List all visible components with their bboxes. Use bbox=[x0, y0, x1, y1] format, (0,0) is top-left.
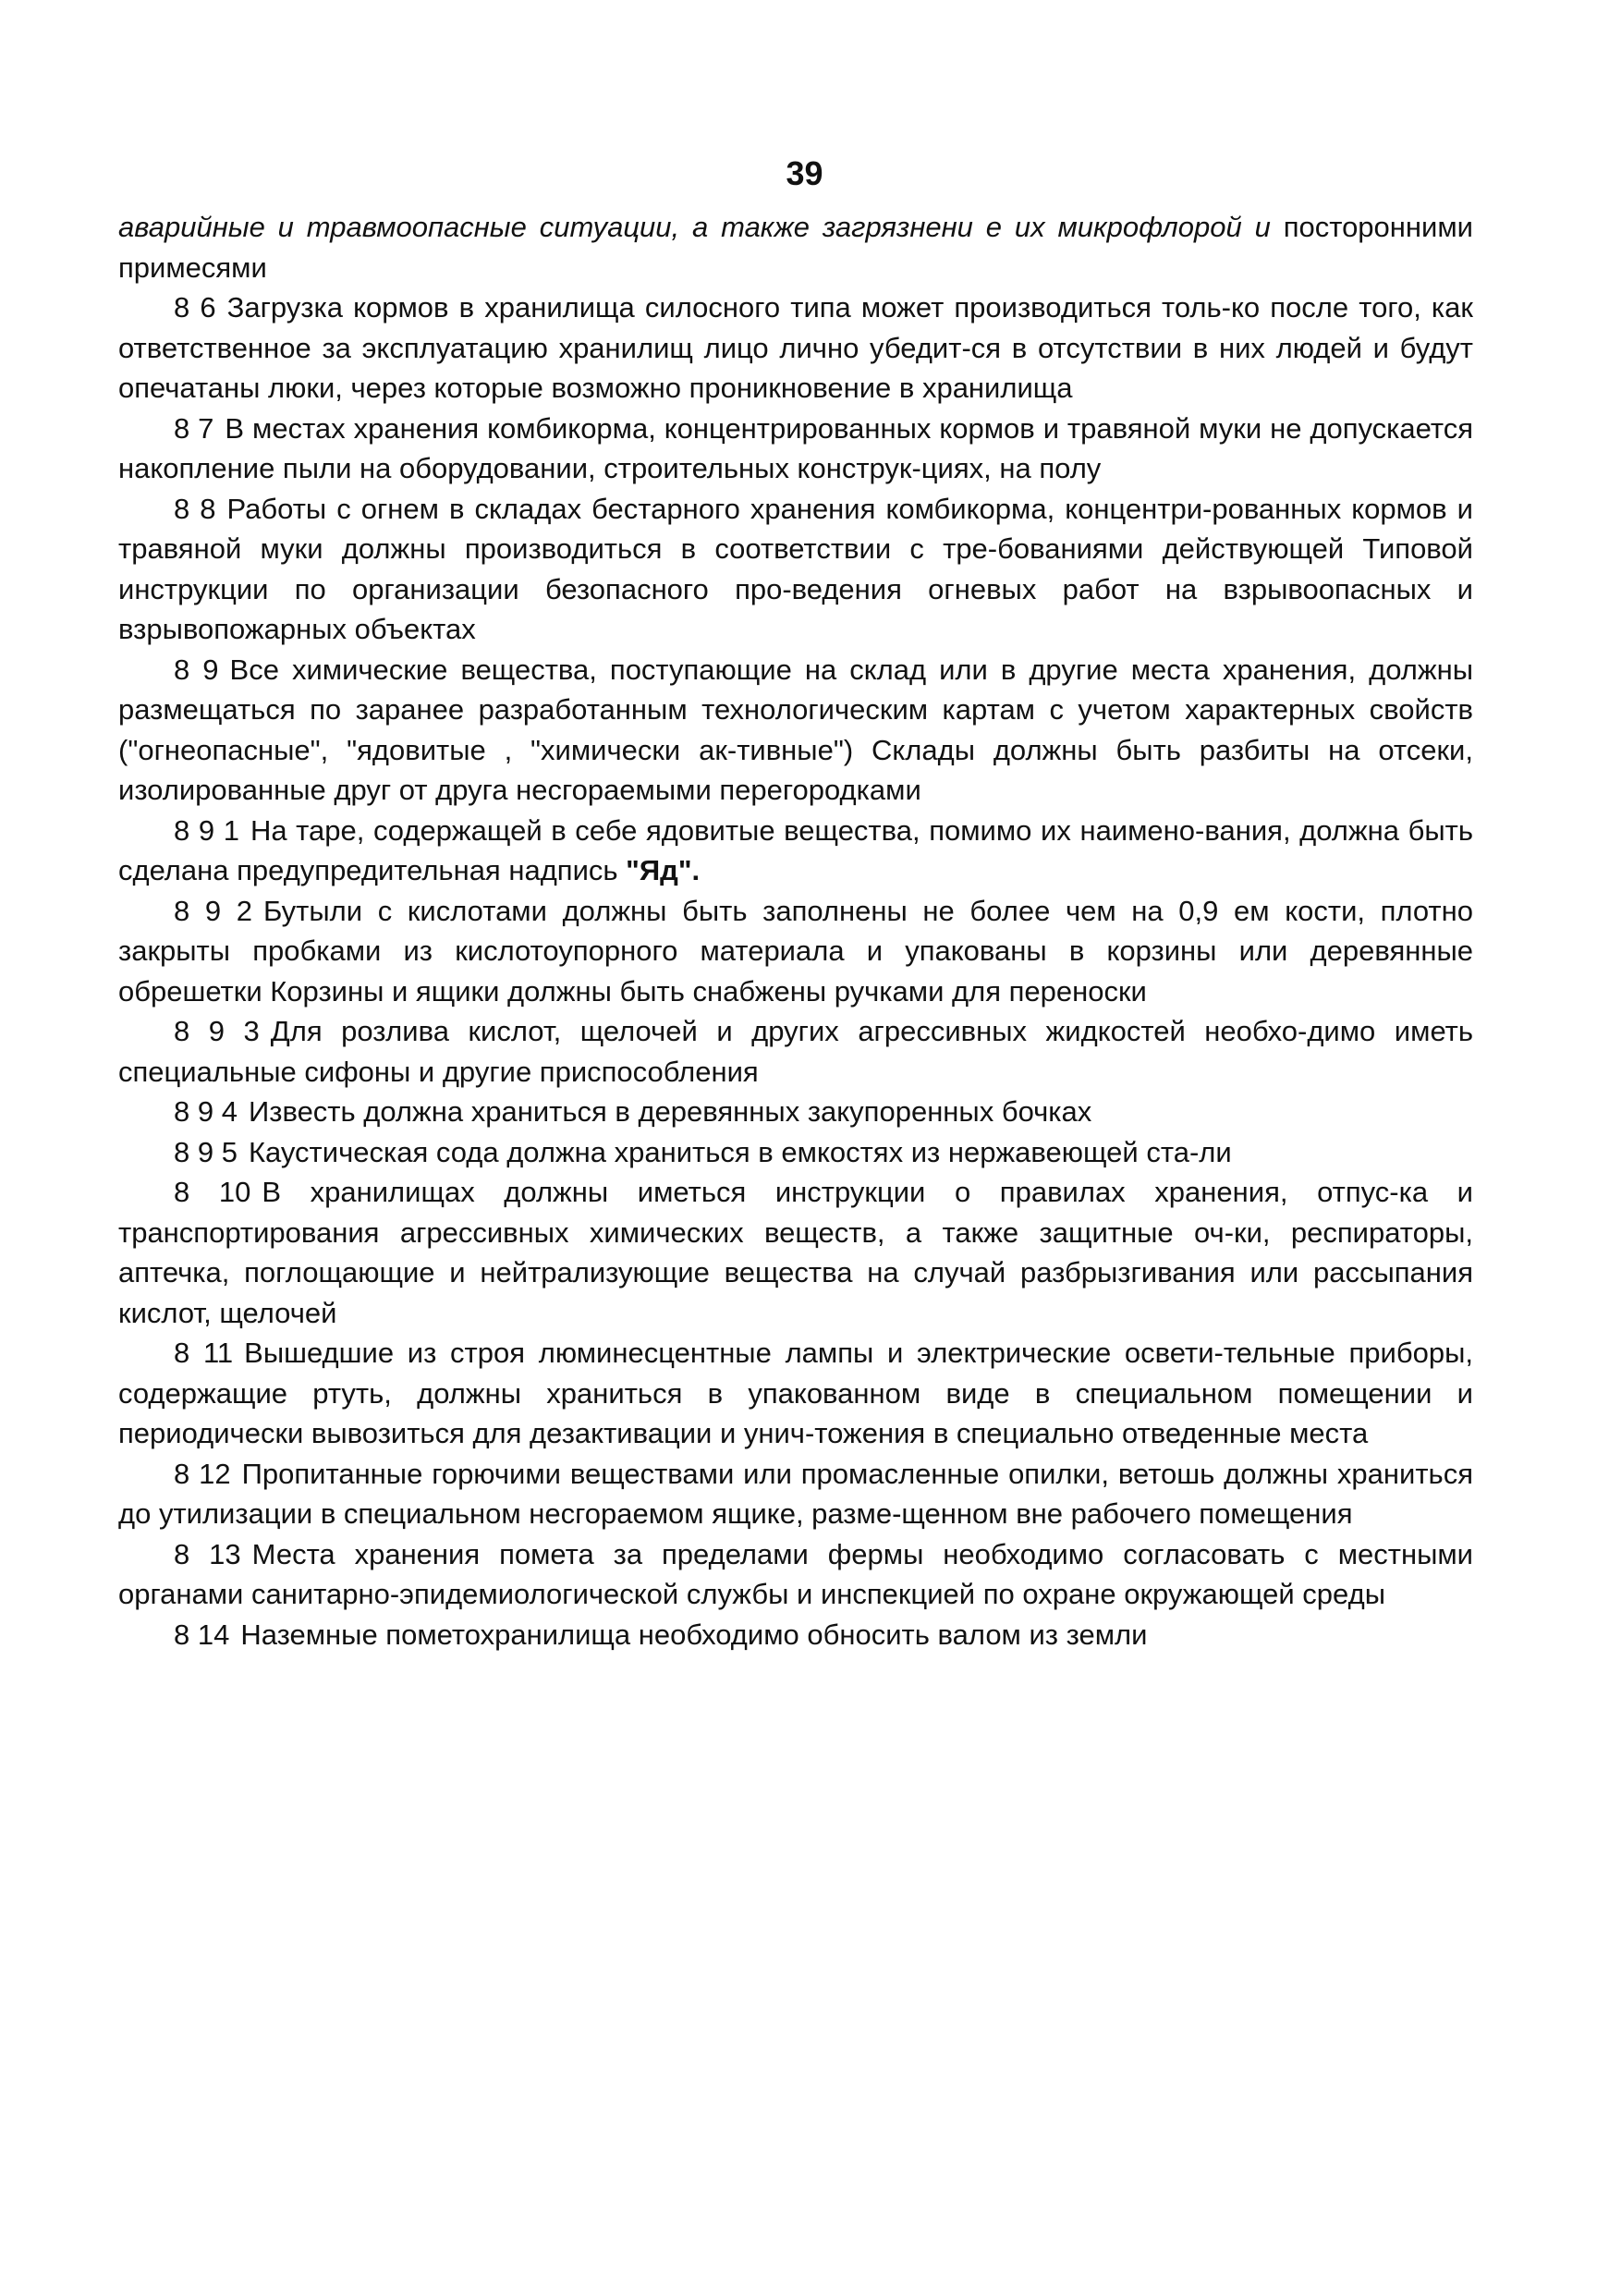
clause-number: 8 9 bbox=[174, 653, 219, 686]
clause-number: 8 9 5 bbox=[174, 1135, 238, 1168]
clause-number: 8 8 bbox=[174, 492, 216, 525]
clause-text: Вышедшие из строя люминесцентные лампы и электрические освети-тельные приборы, содержащие ртуть, должны храниться в упакованном виде в специальном помещении и периодически вывозиться для дезактивации и унич-тожения в специально отведенные места bbox=[118, 1337, 1473, 1449]
paragraph-8-10 bbox=[118, 1172, 1473, 1333]
paragraph-8-7 bbox=[118, 409, 1473, 489]
paragraph-8-6 bbox=[118, 287, 1473, 409]
warning-label-emphasis: "Яд". bbox=[626, 854, 701, 886]
paragraph-8-9-4 bbox=[118, 1092, 1473, 1132]
page-number: 39 bbox=[786, 154, 823, 192]
paragraph-8-9-5 bbox=[118, 1132, 1473, 1173]
clause-text: Известь должна храниться в деревянных закупоренных бочках bbox=[248, 1095, 1092, 1128]
paragraph-8-9-1 bbox=[118, 811, 1473, 891]
clause-number: 8 12 bbox=[174, 1457, 231, 1490]
clause-number: 8 7 bbox=[174, 411, 214, 445]
paragraph-8-9 bbox=[118, 650, 1473, 811]
clause-text: Загрузка кормов в хранилища силосного типа может производиться толь-ко после того, как ответственное за эксплуатацию хранилищ лицо лично убедит-ся в отсутствии в них людей и будут опечатаны люки, через которые возможно проникновение в хранилища bbox=[118, 291, 1473, 404]
paragraph-8-11 bbox=[118, 1333, 1473, 1454]
paragraph-lead-italic: аварийные и травмоопасные ситуации, а также загрязнени е их микрофлорой и bbox=[118, 211, 1271, 243]
paragraph-8-14 bbox=[118, 1615, 1473, 1655]
paragraph-8-8 bbox=[118, 489, 1473, 650]
paragraph-8-12 bbox=[118, 1454, 1473, 1534]
clause-number: 8 11 bbox=[174, 1337, 234, 1369]
clause-number: 8 6 bbox=[174, 291, 216, 324]
clause-text: Бутыли с кислотами должны быть заполнены не более чем на 0,9 ем кости, плотно закрыты пробками из кислотоупорного материала и упакованы в корзины или деревянные обрешетки Корзины и ящики должны быть снабжены ручками для переноски bbox=[118, 894, 1473, 1008]
clause-text: Для розлива кислот, щелочей и других агрессивных жидкостей необхо-димо иметь специальные сифоны и другие приспособления bbox=[118, 1015, 1474, 1088]
clause-number: 8 14 bbox=[174, 1618, 230, 1651]
clause-text: Наземные пометохранилища необходимо обносить валом из земли bbox=[240, 1618, 1148, 1651]
clause-number: 8 9 1 bbox=[174, 813, 239, 847]
paragraph-text: посторонними примесями bbox=[118, 211, 1473, 284]
clause-number: 8 9 2 bbox=[174, 894, 253, 927]
clause-number: 8 13 bbox=[174, 1537, 241, 1570]
clause-number: 8 10 bbox=[174, 1176, 251, 1208]
paragraph-continuation bbox=[118, 207, 1473, 287]
clause-text: Работы с огнем в складах бестарного хранения комбикорма, концентри-рованных кормов и травяной муки должны производиться в соответствии с тре-бованиями действующей Типовой инструкции по организации безопасного про-ведения огневых работ на взрывоопасных и взрывопожарных объектах bbox=[118, 492, 1473, 645]
clause-text: Пропитанные горючими веществами или промасленные опилки, ветошь должны храниться до утилизации в специальном несгораемом ящике, разме-щенном вне рабочего помещения bbox=[118, 1457, 1473, 1530]
clause-text: В местах хранения комбикорма, концентрированных кормов и травяной муки не допускается накопление пыли на оборудовании, строительных конструк-циях, на полу bbox=[118, 411, 1473, 484]
clause-text: Все химические вещества, поступающие на склад или в другие места хранения, должны размещаться по заранее разработанным технологическим картам с учетом характерных свойств ("огнеопасные", "ядовитые , "химически ак-тивные") Склады должны быть разбиты на отсеки, изолированные друг от друга несгораемыми перегородками bbox=[118, 653, 1473, 806]
paragraph-8-13 bbox=[118, 1534, 1473, 1615]
body-text bbox=[118, 207, 1473, 1655]
paragraph-8-9-3 bbox=[118, 1011, 1473, 1092]
clause-number: 8 9 3 bbox=[174, 1015, 260, 1047]
clause-text: Каустическая сода должна храниться в емкостях из нержавеющей ста-ли bbox=[248, 1135, 1232, 1168]
clause-number: 8 9 4 bbox=[174, 1095, 238, 1128]
paragraph-8-9-2 bbox=[118, 891, 1473, 1012]
clause-text: В хранилищах должны иметься инструкции о правилах хранения, отпус-ка и транспортирования агрессивных химических веществ, а также защитные оч-ки, респираторы, аптечка, поглощающие и нейтрализующие вещества на случай разбрызгивания или рассыпания кислот, щелочей bbox=[118, 1176, 1473, 1329]
clause-text: Места хранения помета за пределами фермы необходимо согласовать с местными органами санитарно-эпидемиологической службы и инспекцией по охране окружающей среды bbox=[118, 1537, 1473, 1610]
clause-text: На таре, содержащей в себе ядовитые вещества, помимо их наимено-вания, должна быть сделана предупредительная надпись bbox=[118, 813, 1473, 886]
